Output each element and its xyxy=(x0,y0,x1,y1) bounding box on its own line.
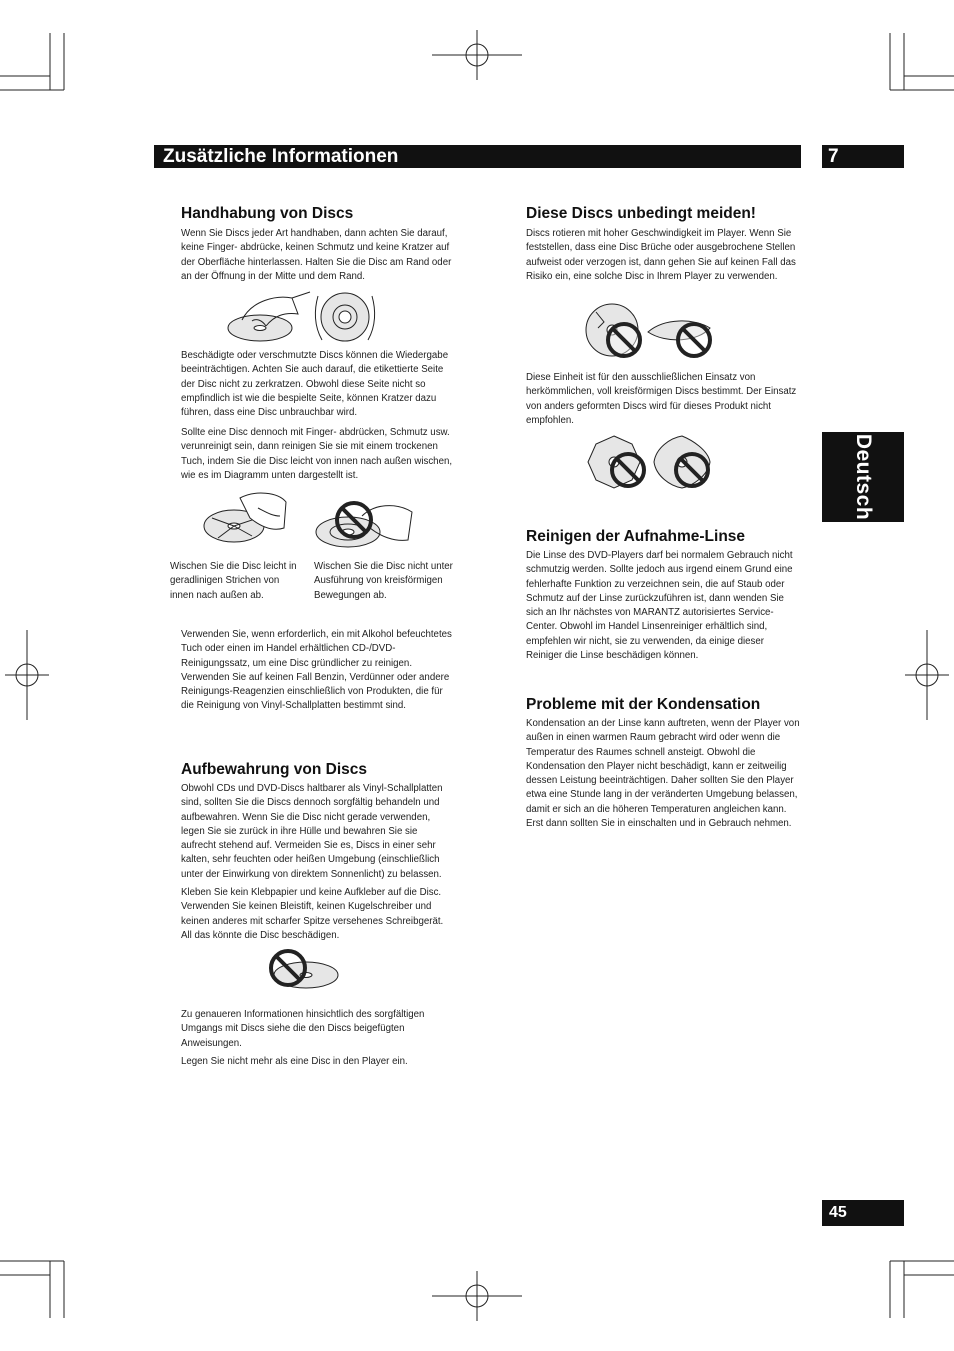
disc-holding-illustration xyxy=(222,290,386,346)
storage-paragraph-4: Legen Sie nicht mehr als eine Disc in den Player ein. xyxy=(181,1056,408,1067)
caption-wipe-no: Wischen Sie die Disc nicht unter Ausführung von kreisförmigen Bewegungen ab. xyxy=(314,561,453,601)
handling-paragraph-2: Beschädigte oder verschmutzte Discs können die Wiedergabe beeinträchtigen. Achten Sie auch darauf, die etikettierte Seite der Disc nicht zu zerkratzen. Obwohl diese Seite nicht so empfindlich ist wie die bespielte Seite, können Kratzer dazu führen, dass eine Disc unbrauchbar wird. xyxy=(181,350,449,419)
storage-paragraph-2: Kleben Sie kein Klebpapier und keine Aufkleber auf die Disc. Verwenden Sie keinen Bleistift, keinen Kugelschreiber und keinen anderes mit scharfer Spitze versehenes Schreibgerät. All das könnte die Disc beschädigen. xyxy=(181,887,444,941)
damaged-discs-prohibited-illustration xyxy=(584,302,716,362)
handling-paragraph-4: Verwenden Sie, wenn erforderlich, ein mit Alkohol befeuchtetes Tuch oder einen im Handel erhältlichen CD-/DVD- Reinigungssatz, um eine Disc gründlicher zu reinigen. Verwenden Sie auf keinen Fall Benzin, Verdünner oder andere Reinigungs-Reagenzien einschließlich von Produkten, die für die Reinigung von Vinyl-Schallplatten bestimmt sind. xyxy=(181,629,452,712)
storage-paragraph-3: Zu genaueren Informationen hinsichtlich des sorgfältigen Umgangs mit Discs siehe die den Discs beigefügten Anweisungen. xyxy=(181,1009,425,1049)
heading-storage: Aufbewahrung von Discs xyxy=(181,761,368,778)
handling-paragraph-1: Wenn Sie Discs jeder Art handhaben, dann achten Sie darauf, keine Finger- abdrücke, keinen Schmutz und keine Kratzer auf der Oberfläche hinterlassen. Halten Sie die Disc am Rand oder an der Öffnung in der Mitte und dem Rand. xyxy=(181,228,452,282)
language-label: Deutsch xyxy=(852,433,875,521)
handling-paragraph-3: Sollte eine Disc dennoch mit Finger- abdrücken, Schmutz usw. verunreinigt sein, dann reinigen Sie sie mit einem trockenen Tuch, indem Sie die Disc leicht von innen nach außen wischen, wie es im Diagramm unten dargestellt ist. xyxy=(181,427,453,481)
heading-avoid-discs: Diese Discs unbedingt meiden! xyxy=(526,205,756,222)
storage-paragraph-1: Obwohl CDs und DVD-Discs haltbarer als Vinyl-Schallplatten sind, sollten Sie die Discs dennoch sorgfältig behandeln und aufbewahren. Wenn Sie die Disc nicht gerade verwenden, legen Sie sie zurück in ihre Hülle und bewahren Sie sie aufrecht stehend auf. Vermeiden Sie es, Discs in einer sehr kalten, sehr feuchten oder heißen Umgebung (einschließlich unter der Einwirkung von direktem Sonnenlicht) zu belassen. xyxy=(181,783,443,880)
odd-shaped-discs-prohibited-illustration xyxy=(586,434,714,490)
condensation-paragraph-1: Kondensation an der Linse kann auftreten, wenn der Player von außen in einen warmen Raum gebracht wird oder wenn die Temperatur des Raumes schnell ansteigt. Obwohl die Kondensation den Player nicht beschädigt, kann er zeitweilig dessen Leistung beeinträchtigen. Daher sollten Sie den Player etwa eine Stunde lang in der veränderten Umgebung belassen, damit er sich an die höheren Temperaturen angleichen kann. Erst dann sollten Sie in einschalten und in Gebrauch nehmen. xyxy=(526,718,800,830)
wipe-straight-illustration xyxy=(200,488,290,556)
no-writing-on-disc-illustration xyxy=(266,948,342,992)
heading-lens-cleaning: Reinigen der Aufnahme-Linse xyxy=(526,528,746,545)
avoid-paragraph-2: Diese Einheit ist für den ausschließlichen Einsatz von herkömmlichen, voll kreisförmigen Discs bestimmt. Der Einsatz von anders geformten Discs wird für dieses Produkt nicht empfohlen. xyxy=(526,372,797,426)
avoid-paragraph-1: Discs rotieren mit hoher Geschwindigkeit im Player. Wenn Sie feststellen, dass eine Disc Brüche oder ausgebrochene Stellen aufweist oder verzogen ist, dann gehen Sie auf keinen Fall das Risiko ein, eine solche Disc in Ihrem Player zu verwenden. xyxy=(526,228,796,282)
caption-wipe-ok: Wischen Sie die Disc leicht in geradlinigen Strichen von innen nach außen ab. xyxy=(170,561,297,601)
chapter-number: 7 xyxy=(828,146,839,167)
page-number: 45 xyxy=(829,1204,847,1221)
heading-handling: Handhabung von Discs xyxy=(181,205,354,222)
lens-paragraph-1: Die Linse des DVD-Players darf bei normalem Gebrauch nicht schmutzig werden. Sollte jedoch aus irgend einem Grund eine fehlerhafte Funktion zu verzeichnen sein, die auf Staub oder Schmutz auf der Linse zurückzuführen ist, dann wenden Sie sich an Ihr nächstes von MARANTZ autorisiertes Service-Center. Obwohl im Handel Linsenreiniger erhältlich sind, empfehlen wir nicht, sie zu verwenden, da einige dieser Reiniger die Linse beschädigen können. xyxy=(526,550,793,662)
page-title: Zusätzliche Informationen xyxy=(163,146,399,167)
wipe-circular-prohibited-illustration xyxy=(312,494,416,554)
heading-condensation: Probleme mit der Kondensation xyxy=(526,696,761,713)
